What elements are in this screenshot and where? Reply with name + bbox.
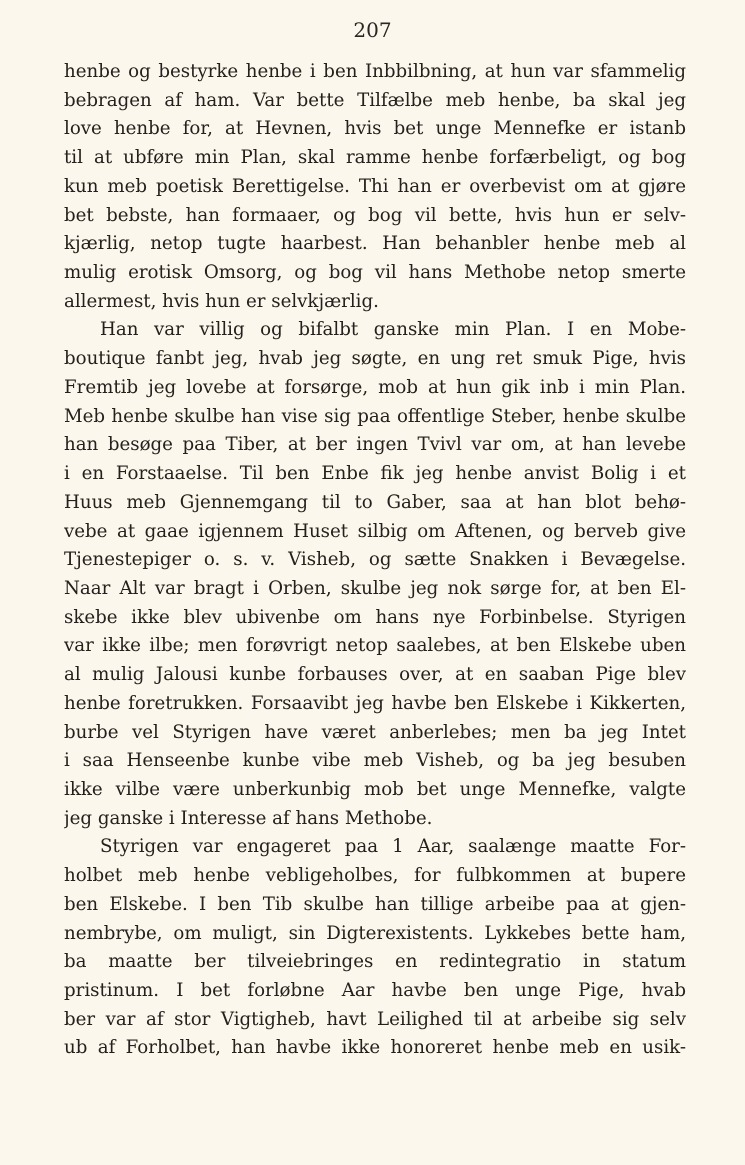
- text-line: boutique fanbt jeg, hvab jeg søgte, en ung ret smuk Pige, hvis: [64, 348, 686, 370]
- text-line: var ikke ilbe; men forøvrigt netop saalebes, at ben Elskebe uben: [64, 635, 686, 657]
- text-line: i en Forstaaelse. Til ben Enbe fik jeg henbe anvist Bolig i et: [64, 463, 686, 485]
- text-line: mulig erotisk Omsorg, og bog vil hans Methobe netop smerte: [64, 262, 686, 284]
- text-line: ikke vilbe være unberkunbig mob bet unge Mennefke, valgte: [64, 778, 686, 800]
- text-line: kjærlig, netop tugte haarbest. Han behanbler henbe meb al: [64, 233, 686, 255]
- text-line: vebe at gaae igjennem Huset silbig om Aftenen, og bervеb give: [64, 520, 686, 542]
- text-line: kun meb poetisk Berettigelse. Thi han er overbevist om at gjøre: [64, 175, 686, 197]
- text-line: ba maatte ber tilveiebringes en redintegratio in statum: [64, 951, 686, 973]
- text-line: holbet meb henbe vebligeholbes, for fulbkommen at bupere: [64, 865, 686, 887]
- text-line: love henbe for, at Hevnen, hvis bet unge Mennefke er istanb: [64, 118, 686, 140]
- text-line: pristinum. I bet forløbne Aar havbe ben unge Pige, hvab: [64, 980, 686, 1001]
- page-number: 207: [353, 18, 392, 42]
- text-line: til at ubføre min Plan, skal ramme henbe forfærbeligt, og bog: [64, 147, 686, 169]
- text-line: henbe og bestyrke henbe i ben Inbbilbning, at hun var sfammelig: [64, 61, 686, 82]
- text-line: Styrigen var engageret paa 1 Aar, saalænge maatte For-: [100, 836, 686, 858]
- text-line: henbe foretrukken. Forsaavibt jeg havbe ben Elskebe i Kikkerten,: [64, 692, 686, 714]
- text-line: han besøge paa Tiber, at ber ingen Tvivl var om, at han levebe: [64, 434, 686, 456]
- text-line: jeg ganske i Interesse af hans Methobe.: [64, 807, 433, 829]
- text-line: Meb henbe skulbe han vise sig paa offentlige Steber, henbe skulbe: [64, 405, 686, 427]
- text-line: burbe vel Styrigen have været anberlebes; men ba jeg Intet: [64, 721, 686, 743]
- text-line: Naar Alt var bragt i Orben, skulbe jeg nok sørge for, at ben El-: [64, 577, 686, 599]
- text-line: bebragen af ham. Var bette Tilfælbe meb henbe, ba skal jeg: [64, 89, 686, 111]
- text-line: Fremtib jeg lovebe at forsørge, mob at hun gik inb i min Plan.: [64, 376, 686, 398]
- text-line: i saa Henseenbe kunbe vibe meb Visheb, og ba jeg besuben: [64, 750, 686, 772]
- text-line: Tjenestepiger o. s. v. Visheb, og sætte Snakken i Bevægelse.: [64, 549, 686, 571]
- text-line: bet bebste, han formaaer, og bog vil bette, hvis hun er selv-: [64, 204, 686, 226]
- text-line: nembrybe, om muligt, sin Digterexistents. Lykkebes bette ham,: [64, 922, 686, 944]
- body-text: [64, 58, 686, 1063]
- text-line: skebe ikke blev ubivenbe om hans nye Forbinbelse. Styrigen: [64, 606, 686, 628]
- text-line: al mulig Jalousi kunbe forbauses over, at en saaban Pige blev: [64, 664, 686, 686]
- text-line: ben Elskebe. I ben Tib skulbe han tillige arbeibe paa at gjen-: [64, 893, 686, 915]
- text-line: allermest, hvis hun er selvkjærlig.: [64, 290, 379, 312]
- text-line: Huus meb Gjennemgang til to Gaber, saa at han blot behø-: [64, 491, 686, 513]
- text-line: Han var villig og bifalbt ganske min Plan. I en Mobe-: [100, 319, 686, 341]
- text-line: ber var af stor Vigtigheb, havt Leilighed til at arbeibe sig selv: [64, 1008, 686, 1030]
- text-line: ub af Forholbet, han havbe ikke honoreret henbe meb en usik-: [64, 1037, 686, 1059]
